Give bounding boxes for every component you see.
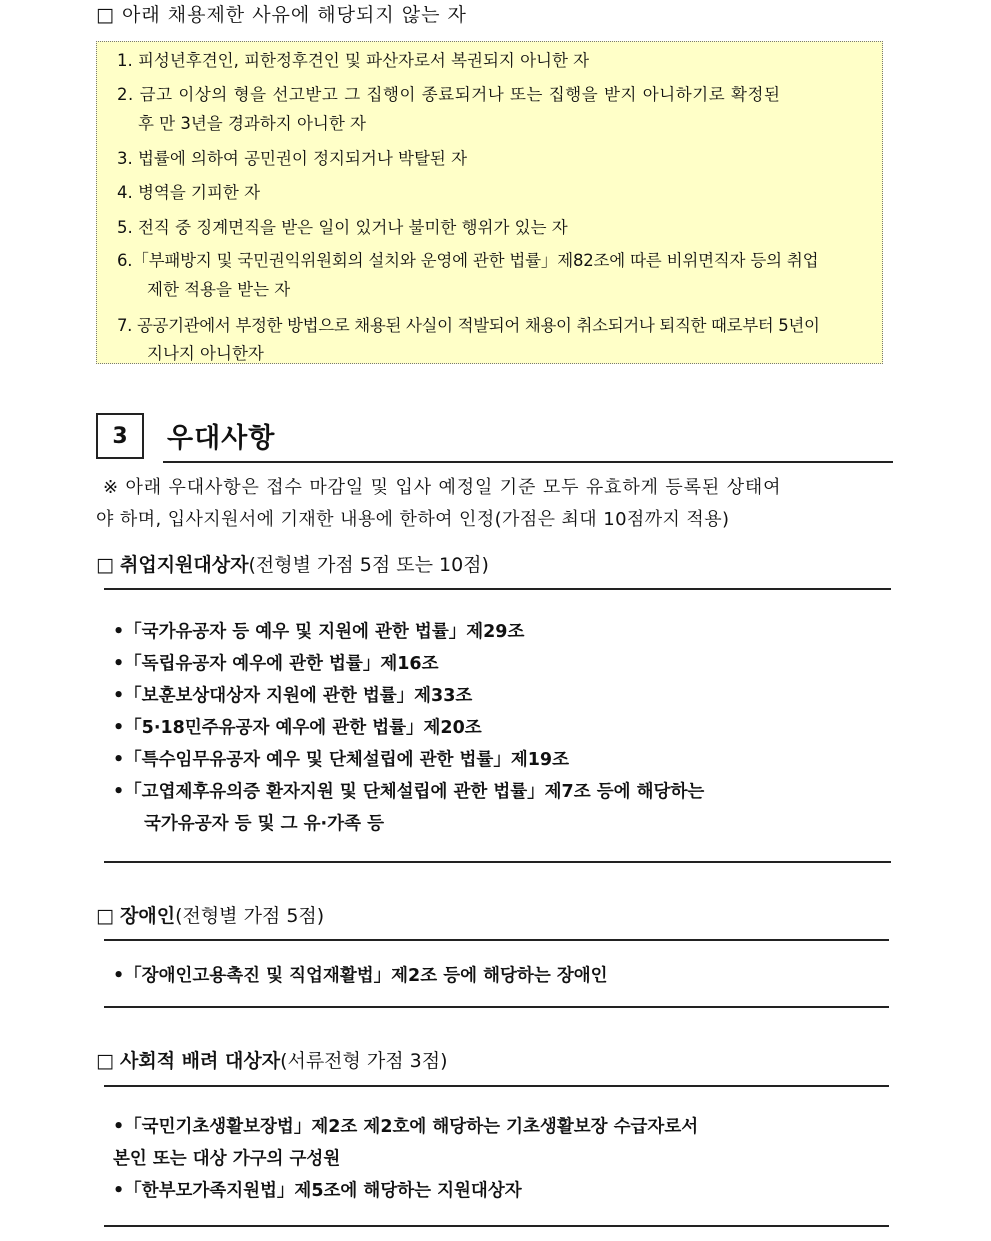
employment-support-title: 취업지원대상자 — [120, 554, 249, 576]
divider — [104, 861, 891, 863]
employment-support-detail: (전형별 가점 5점 또는 10점) — [248, 554, 489, 576]
law-list-item-continued: 국가유공자 등 및 그 유·가족 등 — [144, 814, 384, 834]
law-list-item: •「장애인고용촉진 및 직업재활법」제2조 등에 해당하는 장애인 — [113, 966, 608, 986]
note-line: 야 하며, 입사지원서에 기재한 내용에 한하여 인정(가점은 최대 10점까지 적용) — [96, 509, 730, 530]
social-heading — [96, 1046, 448, 1073]
section-number: 3 — [96, 413, 144, 459]
note-line: ※ 아래 우대사항은 접수 마감일 및 입사 예정일 기준 모두 유효하게 등록된 상태여 — [103, 477, 782, 498]
disabled-title: 장애인 — [120, 905, 176, 927]
law-list-item: •「국가유공자 등 예우 및 지원에 관한 법률」제29조 — [113, 622, 525, 642]
restriction-item: 1. 피성년후견인, 피한정후견인 및 파산자로서 복권되지 아니한 자 — [117, 51, 590, 70]
law-list-item: •「5·18민주유공자 예우에 관한 법률」제20조 — [113, 718, 482, 738]
law-list-item: •「보훈보상대상자 지원에 관한 법률」제33조 — [113, 686, 473, 706]
checkbox-symbol: □ — [96, 554, 114, 576]
divider — [104, 1006, 889, 1008]
social-title: 사회적 배려 대상자 — [120, 1050, 281, 1072]
disabled-heading — [96, 901, 324, 928]
law-list-item: •「한부모가족지원법」제5조에 해당하는 지원대상자 — [113, 1181, 522, 1201]
employment-support-heading — [96, 550, 489, 577]
divider — [104, 1085, 889, 1087]
law-list-item: •「국민기초생활보장법」제2조 제2호에 해당하는 기초생활보장 수급자로서 — [113, 1117, 699, 1137]
social-detail: (서류전형 가점 3점) — [280, 1050, 448, 1072]
restriction-heading: □ 아래 채용제한 사유에 해당되지 않는 자 — [96, 4, 467, 26]
checkbox-symbol: □ — [96, 1050, 114, 1072]
restriction-item-continued: 후 만 3년을 경과하지 아니한 자 — [138, 114, 366, 133]
divider — [104, 1225, 889, 1227]
restriction-item: 6.「부패방지 및 국민권익위원회의 설치와 운영에 관한 법률」제82조에 따른 비위면직자 등의 취업 — [117, 251, 819, 270]
law-list-item: •「독립유공자 예우에 관한 법률」제16조 — [113, 654, 439, 674]
restriction-item: 2. 금고 이상의 형을 선고받고 그 집행이 종료되거나 또는 집행을 받지 아니하기로 확정된 — [117, 85, 781, 104]
law-list-item: •「고엽제후유의증 환자지원 및 단체설립에 관한 법률」제7조 등에 해당하는 — [113, 782, 705, 802]
restriction-item-continued: 지나지 아니한자 — [147, 344, 264, 363]
section-title: 우대사항 — [167, 423, 276, 454]
restriction-item: 5. 전직 중 징계면직을 받은 일이 있거나 불미한 행위가 있는 자 — [117, 218, 568, 237]
law-list-item-continued: 본인 또는 대상 가구의 구성원 — [113, 1149, 341, 1169]
restriction-item: 7. 공공기관에서 부정한 방법으로 채용된 사실이 적발되어 채용이 취소되거나 퇴직한 때로부터 5년이 — [117, 316, 820, 335]
divider — [104, 939, 889, 941]
restriction-item: 3. 법률에 의하여 공민권이 정지되거나 박탈된 자 — [117, 149, 468, 168]
section-title-rule — [163, 461, 893, 463]
restriction-item: 4. 병역을 기피한 자 — [117, 183, 261, 202]
divider — [104, 588, 891, 590]
restriction-item-continued: 제한 적용을 받는 자 — [147, 280, 291, 299]
disabled-detail: (전형별 가점 5점) — [175, 905, 325, 927]
law-list-item: •「특수임무유공자 예우 및 단체설립에 관한 법률」제19조 — [113, 750, 570, 770]
checkbox-symbol: □ — [96, 905, 114, 927]
